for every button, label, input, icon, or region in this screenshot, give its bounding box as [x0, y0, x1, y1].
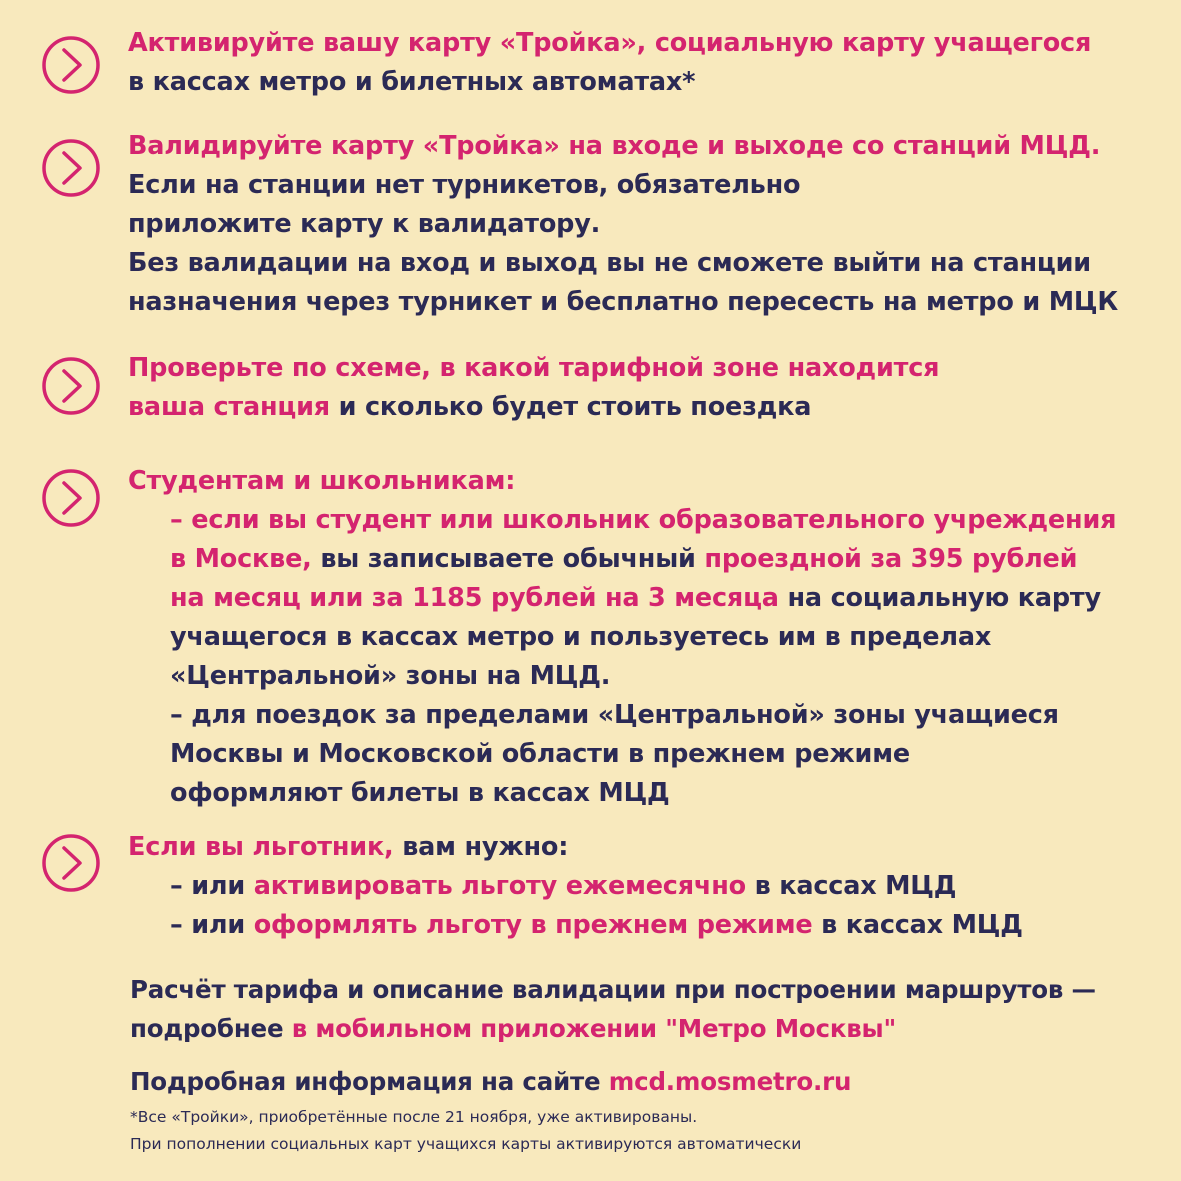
footnotes: [130, 1104, 1161, 1158]
circle-chevron-right-icon: [42, 834, 100, 892]
footer-text: [130, 1062, 1161, 1101]
section-validate-card: [128, 127, 1161, 322]
circle-chevron-right-icon: [42, 139, 100, 197]
section-heading: [128, 828, 1161, 867]
section-text: – для поездок за пределами «Центральной» зоны учащиеся: [170, 700, 1059, 730]
highlight: активировать льготу ежемесячно: [253, 871, 746, 901]
footnote: *Все «Тройки», приобретённые после 21 ноября, уже активированы.: [130, 1108, 698, 1126]
section-text: – если вы студент или школьник образовательного учреждения: [170, 505, 1117, 535]
highlight: ваша станция: [128, 392, 330, 422]
text: подробнее: [130, 1014, 292, 1043]
section-text: назначения через турникет и бесплатно пересесть на метро и МЦК: [128, 287, 1118, 317]
text: вам нужно:: [393, 832, 569, 862]
section-text: учащегося в кассах метро и пользуетесь им в пределах: [170, 622, 992, 652]
footer-text: [130, 1009, 1161, 1048]
website-link[interactable]: mcd.mosmetro.ru: [608, 1067, 852, 1096]
highlight: проездной за 395 рублей: [704, 544, 1078, 574]
text: – или: [170, 871, 254, 901]
section-heading: Проверьте по схеме, в какой тарифной зоне находится: [128, 353, 940, 383]
text: и сколько будет стоить поездка: [329, 392, 812, 422]
section-benefits: [128, 828, 1161, 945]
section-text: [128, 906, 1161, 945]
highlight: оформлять льготу в прежнем режиме: [253, 910, 813, 940]
text: Подробная информация на сайте: [130, 1067, 609, 1096]
section-text: Без валидации на вход и выход вы не сможете выйти на станции: [128, 248, 1091, 278]
section-text: Москвы и Московской области в прежнем режиме: [170, 739, 910, 769]
footer-text: Расчёт тарифа и описание валидации при построении маршрутов —: [130, 975, 1096, 1004]
section-heading: Студентам и школьникам:: [128, 466, 516, 496]
section-text: в кассах метро и билетных автоматах*: [128, 67, 696, 97]
section-text: [128, 579, 1161, 618]
text: – или: [170, 910, 254, 940]
section-heading: Валидируйте карту «Тройка» на входе и выходе со станций МЦД.: [128, 131, 1101, 161]
text: на социальную карту: [778, 583, 1101, 613]
section-text: Если на станции нет турникетов, обязательно: [128, 170, 801, 200]
app-link[interactable]: в мобильном приложении "Метро Москвы": [291, 1014, 897, 1043]
highlight: Если вы льготник,: [128, 832, 394, 862]
text: в кассах МЦД: [745, 871, 957, 901]
highlight: в Москве,: [170, 544, 312, 574]
section-text: «Центральной» зоны на МЦД.: [170, 661, 611, 691]
section-students: [128, 462, 1161, 813]
circle-chevron-right-icon: [42, 469, 100, 527]
footer-info: [130, 970, 1161, 1101]
section-activate-card: [128, 24, 1161, 102]
section-text: [128, 540, 1161, 579]
text: в кассах МЦД: [812, 910, 1023, 940]
section-text: [128, 388, 1161, 427]
text: вы записываете обычный: [311, 544, 705, 574]
circle-chevron-right-icon: [42, 357, 100, 415]
section-text: оформляют билеты в кассах МЦД: [170, 778, 670, 808]
section-text: приложите карту к валидатору.: [128, 209, 601, 239]
section-heading: Активируйте вашу карту «Тройка», социальную карту учащегося: [128, 28, 1092, 58]
section-check-zone: [128, 349, 1161, 427]
section-text: [128, 867, 1161, 906]
highlight: на месяц или за 1185 рублей на 3 месяца: [170, 583, 779, 613]
circle-chevron-right-icon: [42, 36, 100, 94]
footnote: При пополнении социальных карт учащихся карты активируются автоматически: [130, 1135, 802, 1153]
